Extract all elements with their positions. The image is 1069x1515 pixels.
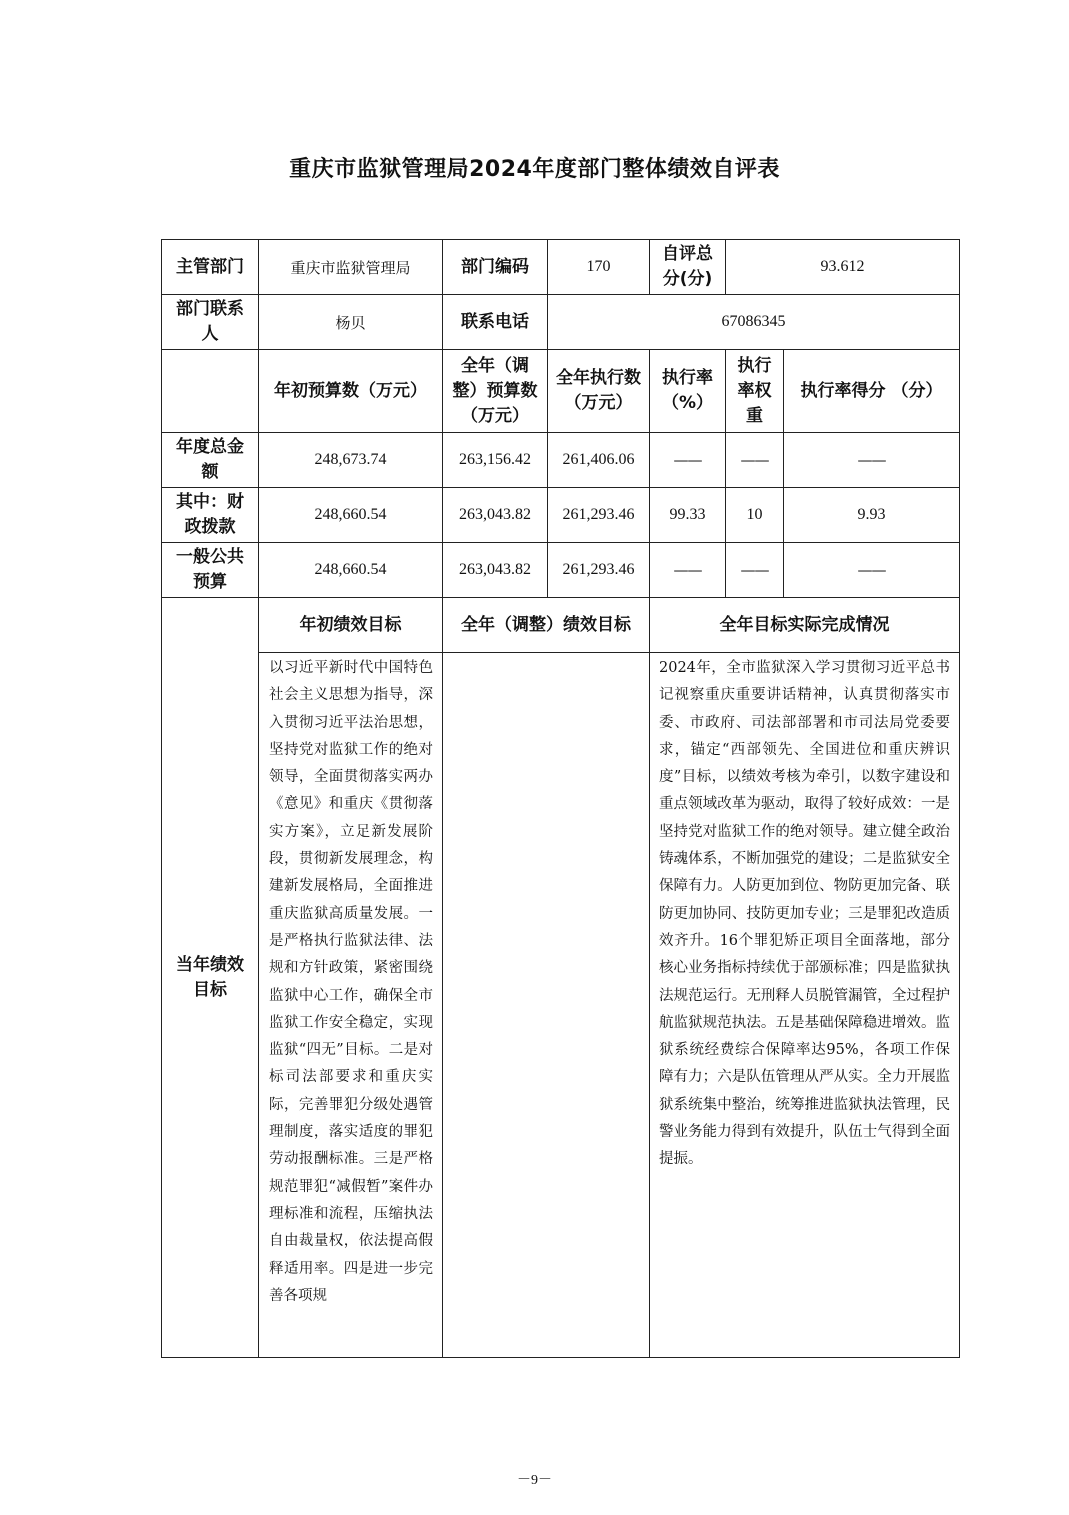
score-label: 自评总分(分): [650, 240, 726, 295]
budget-adjusted: 263,043.82: [443, 543, 548, 598]
score-value: 93.612: [726, 240, 960, 295]
header-initial-budget: 年初预算数（万元）: [259, 350, 443, 433]
budget-adjusted: 263,043.82: [443, 488, 548, 543]
phone-value: 67086345: [548, 295, 960, 350]
budget-rate: 99.33: [650, 488, 726, 543]
goals-content-row: [162, 653, 960, 1358]
budget-initial: 248,660.54: [259, 488, 443, 543]
budget-executed: 261,293.46: [548, 543, 650, 598]
dept-label: 主管部门: [162, 240, 259, 295]
goals-col-initial: 年初绩效目标: [259, 598, 443, 653]
budget-score: 9.93: [784, 488, 960, 543]
budget-initial: 248,660.54: [259, 543, 443, 598]
goals-header-row: [162, 598, 960, 653]
budget-row: [162, 488, 960, 543]
budget-executed: 261,406.06: [548, 433, 650, 488]
contact-value: 杨贝: [259, 295, 443, 350]
code-label: 部门编码: [443, 240, 548, 295]
budget-score: ——: [784, 433, 960, 488]
budget-rate: ——: [650, 543, 726, 598]
phone-label: 联系电话: [443, 295, 548, 350]
budget-row: [162, 543, 960, 598]
budget-weight: ——: [726, 543, 784, 598]
header-weight: 执行率权重: [726, 350, 784, 433]
info-row-1: [162, 240, 960, 295]
budget-score: ——: [784, 543, 960, 598]
budget-weight: ——: [726, 433, 784, 488]
initial-goal-text: 以习近平新时代中国特色社会主义思想为指导，深入贯彻习近平法治思想，坚持党对监狱工作的绝对领导，全面贯彻落实两办《意见》和重庆《贯彻落实方案》，立足新发展阶段，贯彻新发展理念，构建新发展格局，全面推进重庆监狱高质量发展。一是严格执行监狱法律、法规和方针政策，紧密围绕监狱中心工作，确保全市监狱工作安全稳定，实现监狱“四无”目标。二是对标司法部要求和重庆实际，完善罪犯分级处遇管理制度，落实适度的罪犯劳动报酬标准。三是严格规范罪犯“减假暂”案件办理标准和流程，压缩执法自由裁量权，依法提高假释适用率。四是进一步完善各项规: [259, 653, 443, 1358]
goals-col-actual: 全年目标实际完成情况: [650, 598, 960, 653]
budget-rate: ——: [650, 433, 726, 488]
budget-initial: 248,673.74: [259, 433, 443, 488]
adjusted-goal-text: [443, 653, 650, 1358]
dept-value: 重庆市监狱管理局: [259, 240, 443, 295]
budget-weight: 10: [726, 488, 784, 543]
actual-completion-text: 2024年，全市监狱深入学习贯彻习近平总书记视察重庆重要讲话精神，认真贯彻落实市委、市政府、司法部部署和市司法局党委要求，锚定“西部领先、全国进位和重庆辨识度”目标，以绩效考核为牵引，以数字建设和重点领域改革为驱动，取得了较好成效：一是坚持党对监狱工作的绝对领导。建立健全政治铸魂体系，不断加强党的建设；二是监狱安全保障有力。人防更加到位、物防更加完备、联防更加协同、技防更加专业；三是罪犯改造质效齐升。16个罪犯矫正项目全面落地，部分核心业务指标持续优于部颁标准；四是监狱执法规范运行。无刑释人员脱管漏管，全过程护航监狱规范执法。五是基础保障稳进增效。监狱系统经费综合保障率达95%，各项工作保障有力；六是队伍管理从严从实。全力开展监狱系统集中整治，统筹推进监狱执法管理，民警业务能力得到有效提升，队伍士气得到全面提振。: [650, 653, 960, 1358]
budget-executed: 261,293.46: [548, 488, 650, 543]
budget-row: [162, 433, 960, 488]
header-adjusted-budget: 全年（调整）预算数（万元）: [443, 350, 548, 433]
info-row-2: [162, 295, 960, 350]
blank-header-cell: [162, 350, 259, 433]
contact-label: 部门联系人: [162, 295, 259, 350]
goals-section-label: 当年绩效目标: [162, 598, 259, 1358]
page-title: 重庆市监狱管理局2024年度部门整体绩效自评表: [289, 157, 780, 182]
header-rate: 执行率（%）: [650, 350, 726, 433]
code-value: 170: [548, 240, 650, 295]
goals-col-adjusted: 全年（调整）绩效目标: [443, 598, 650, 653]
header-executed: 全年执行数（万元）: [548, 350, 650, 433]
budget-row-label: 一般公共预算: [162, 543, 259, 598]
budget-row-label: 年度总金额: [162, 433, 259, 488]
page-number: －9－: [517, 1473, 552, 1488]
performance-table: [161, 239, 960, 1358]
budget-row-label: 其中：财政拨款: [162, 488, 259, 543]
budget-header-row: [162, 350, 960, 433]
budget-adjusted: 263,156.42: [443, 433, 548, 488]
header-score: 执行率得分 （分）: [784, 350, 960, 433]
